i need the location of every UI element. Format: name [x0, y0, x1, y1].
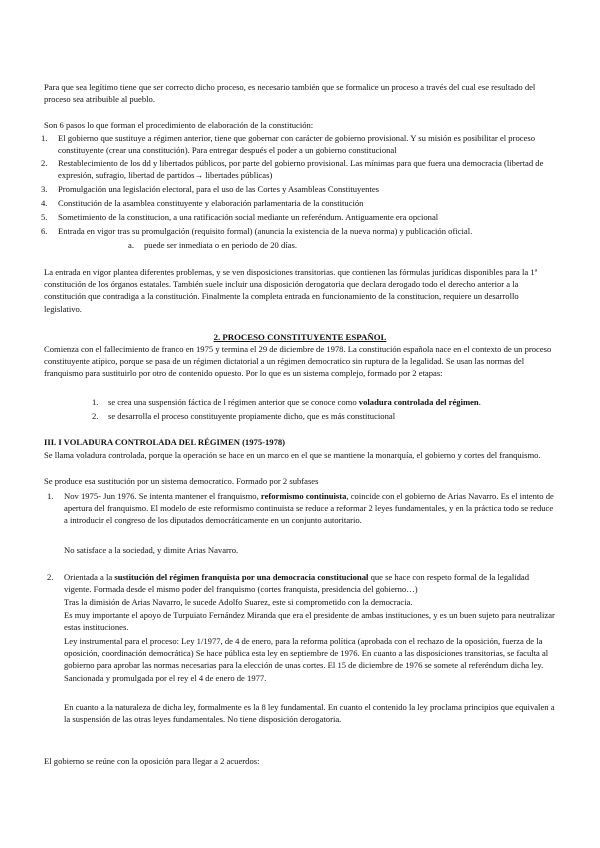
subphase-text — [64, 490, 558, 527]
subphase-line: Ley instrumental para el proceso: Ley 1/1977, de 4 de enero, para la reforma política (aprobada con el rechazo de la oposición, fuerza de la oposición, coordinación democrática) Se hace pública esta ley en septiembre de 1976. En cuanto a las disposiciones transitorias, se faculta al gobierno para aprobar las normas necesarias para la elección de unas cortes. El 15 de diciembre de 1976 se somete al referéndum dicha ley. Sancionada y promulgada por el rey el 4 de enero de 1977. — [64, 636, 549, 683]
stage-number: 1. — [92, 397, 99, 407]
stage-text — [108, 396, 568, 408]
subphase-text-pre: Nov 1975- Jun 1976. Se intenta mantener el franquismo, — [64, 491, 261, 501]
substep-letter: a. — [128, 240, 134, 250]
step-text: Entrada en vigor tras su promulgación (requisito formal) (anuncia la existencia de la nueva norma) y publicación oficial. — [58, 226, 473, 236]
section2-heading — [0, 331, 600, 343]
subphase-number: 1. — [47, 491, 54, 501]
subphase-text-post: que se hace con respeto formal de la legalidad vigente. Formada desde el mismo poder del franquismo (cortes franquista, presidencia del gobierno…) — [64, 572, 530, 595]
section2-paragraph: Comienza con el fallecimiento de franco en 1975 y termina el 29 de diciembre de 1978. La constitución española nace en el contexto de un proceso constituyente atípico, porque se pasa de un régimen dictatorial a un régimen democratico sin ruptura de la legalidad. Se usan las normas del franquismo para sustituirlo por otro de contenido opuesto. Por lo que es un sistema complejo, formado por 2 etapas: — [44, 344, 552, 379]
closing-line: El gobierno se reúne con la oposición para llegar a 2 acuerdos: — [44, 756, 260, 766]
stage-text: se desarrolla el proceso constituyente propiamente dicho, que es más constitucional — [108, 411, 396, 421]
step-text: Constitución de la asamblea constituyente y elaboración parlamentaria de la constitución — [58, 198, 364, 208]
substep-text: puede ser inmediata o en periodo de 20 días. — [144, 240, 297, 250]
subphase-text-bold: sustitución del régimen franquista por una democracia constitucional — [114, 572, 369, 582]
stage-text-plain: se crea una suspensión fáctica de l régimen anterior que se conoce como — [108, 397, 359, 407]
stage-text-bold: voladura controlada del régimen — [358, 397, 479, 407]
subphase-number: 2. — [47, 572, 54, 582]
section3-paragraph: Se llama voladura controlada, porque la operación se hace en un marco en el que se mantiene la monarquía, el gobierno y cortes del franquismo. — [44, 450, 541, 460]
stage-text-tail: . — [478, 397, 481, 407]
step-number: 5. — [41, 212, 48, 222]
step-number: 4. — [41, 198, 48, 208]
section2-heading-text: 2. PROCESO CONSTITUYENTE ESPAÑOL — [213, 332, 387, 342]
stage-number: 2. — [92, 411, 99, 421]
step-text: Promulgación una legislación electoral, para el uso de las Cortes y Asambleas Constituyentes — [58, 184, 379, 194]
section3-subphases: Se produce esa sustitución por un sistema democratico. Formado por 2 subfases — [44, 476, 319, 486]
subphase-line: Tras la dimisión de Arias Navarro, le sucede Adolfo Suarez, este si comprometido con la democracia. — [64, 597, 413, 607]
section3-heading — [44, 436, 285, 448]
step-number: 2. — [41, 158, 48, 168]
subphase-text-pre: Orientada a la — [64, 572, 115, 582]
section3-heading-text: III. I VOLADURA CONTROLADA DEL RÉGIMEN (1975-1978) — [44, 437, 286, 447]
step-number: 1. — [41, 133, 48, 143]
subphase-line: Es muy importante el apoyo de Turpuiato Fernández Miranda que era el presidente de ambas instituciones, y es un buen sujeto para neutralizar estas instituciones. — [64, 610, 555, 633]
entry-paragraph: La entrada en vigor plantea diferentes problemas, y se ven disposiciones transitorias. que contienen las fórmulas jurídicas disponibles para la 1ª constitución de los órganos estatales. También suele incluir una disposición derogatoria que declara derogado todo el derecho anterior a la constitución que contradiga a la constitución. Finalmente la completa entrada en funcionamiento de la constitucion, requiere un desarrollo legislativo. — [44, 267, 538, 314]
step-text: El gobierno que sustituye a régimen anterior, tiene que gobernar con carácter de gobierno provisional. Y su misión es posibilitar el proceso constituyente (crear una constitución). Para entregar después el poder a un gobierno constitucional — [58, 133, 536, 156]
step-text: Sometimiento de la constitucion, a una ratificación social mediante un referéndum. Antiguamente era opcional — [58, 212, 439, 222]
step-number: 6. — [41, 226, 48, 236]
subphase-line: En cuanto a la naturaleza de dicha ley, formalmente es la 8 ley fundamental. En cuanto el contenido la ley proclama principios que equivalen a la suspensión de las otras leyes fundamentales. No tiene disposición derogatoria. — [64, 702, 555, 725]
subphase-text — [64, 571, 558, 595]
subphase-text-post: , coincide con el gobierno de Arias Navarro. Es el intento de apertura del franquismo. El modelo de este reformismo continuista se reduce a reformar 2 leyes fundamentales, y en la práctica todo se reduce a introducir el congreso de los diputados democráticamente en un conjunto autoritario. — [64, 491, 554, 526]
subphase-text-bold: reformismo continuista — [260, 491, 347, 501]
step-number: 3. — [41, 184, 48, 194]
steps-intro: Son 6 pasos lo que forman el procedimiento de elaboración de la constitución: — [44, 120, 314, 130]
subphase-note: No satisface a la sociedad, y dimite Arias Navarro. — [64, 545, 239, 555]
step-text: Restablecimiento de los dd y libertados públicos, por parte del gobierno provisional. Las mínimas para que fuera una democracia (libertad de expresión, sufragio, libertad de partidos→ libertades públicas) — [58, 158, 544, 181]
intro-paragraph: Para que sea legítimo tiene que ser correcto dicho proceso, es necesario también que se formalice un proceso a través del cual ese resultado del proceso sea atribuible al pueblo. — [44, 82, 536, 105]
